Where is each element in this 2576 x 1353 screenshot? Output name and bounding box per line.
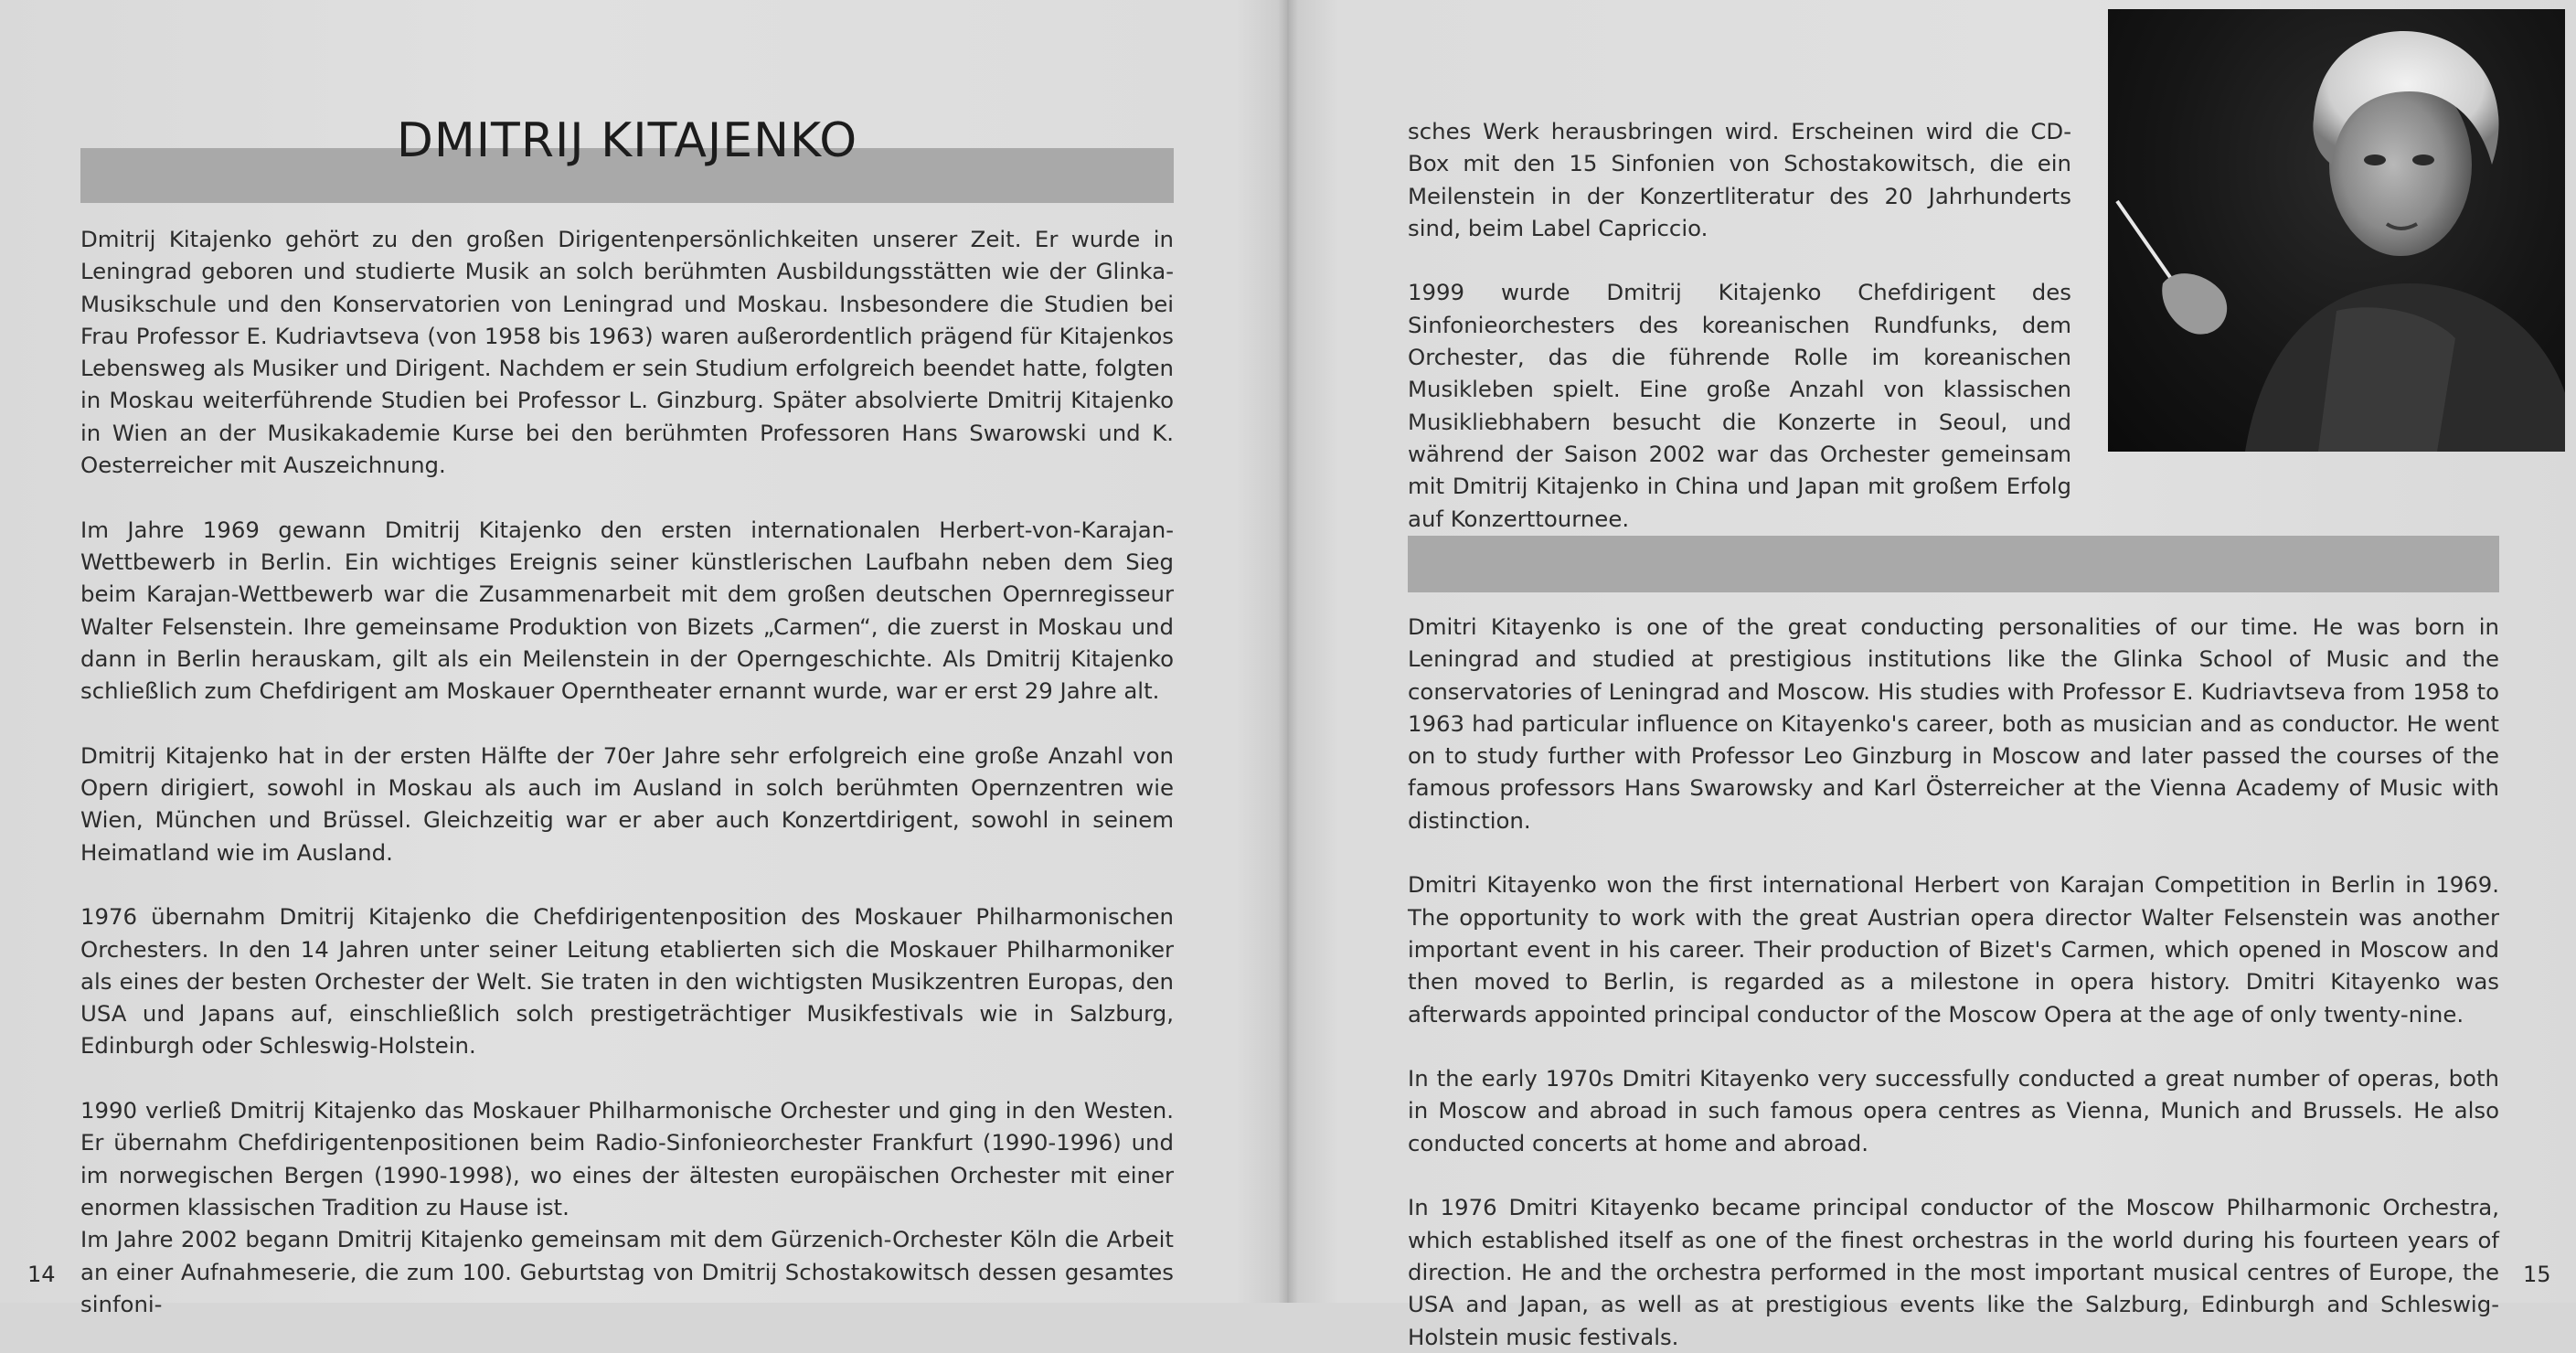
- english-biography: [1408, 611, 2499, 1353]
- conductor-photo: [2108, 9, 2565, 452]
- paragraph: In the early 1970s Dmitri Kitayenko very successfully conducted a great number of operas, both in Moscow and abroad in such famous opera centres as Vienna, Munich and Brussels. He also conducted concerts at home and abroad.: [1408, 1065, 2499, 1156]
- paragraph: 1990 verließ Dmitrij Kitajenko das Moskauer Philharmonische Orchester und ging in den Westen. Er übernahm Chefdirigentenpositionen beim Radio-Sinfonieorchester Frankfurt (1990-1996) und im norwegischen Bergen (1990-1998), wo eines der ältesten europäischen Orchester mit einer enormen klassischen Tradition zu Hause ist.: [80, 1097, 1174, 1220]
- paragraph: sches Werk herausbringen wird. Erscheinen wird die CD-Box mit den 15 Sinfonien von Schostakowitsch, die ein Meilenstein in der Konzertliteratur des 20 Jahrhunderts sind, beim Label Capriccio.: [1408, 118, 2071, 241]
- paragraph: Dmitrij Kitajenko hat in der ersten Hälfte der 70er Jahre sehr erfolgreich eine große Anzahl von Opern dirigiert, sowohl in Moskau als auch im Ausland in solch berühmten Opernzentren wie Wien, München und Brüssel. Gleichzeitig war er aber auch Konzertdirigent, sowohl in seinem Heimatland wie im Ausland.: [80, 741, 1174, 866]
- book-gutter: [1278, 0, 1298, 1303]
- german-biography: [80, 223, 1174, 1320]
- paragraph: Dmitrij Kitajenko gehört zu den großen Dirigentenpersönlichkeiten unserer Zeit. Er wurde in Leningrad geboren und studierte Musik an solch berühmten Ausbildungsstätten wie der Glinka-Musikschule und den Konservatorien von Leningrad und Moskau. Insbesondere die Studien bei Frau Professor E. Kudriavtseva (von 1958 bis 1963) waren außerordentlich prägend für Kitajenkos Lebensweg als Musiker und Dirigent. Nachdem er sein Studium erfolgreich beendet hatte, folgten in Moskau weiterführende Studien bei Professor L. Ginzburg. Später absolvierte Dmitrij Kitajenko in Wien an der Musikakademie Kurse bei den berühmten Professoren Hans Swarowski und K. Oesterreicher mit Auszeichnung.: [80, 226, 1174, 479]
- english-section-bar: [1408, 536, 2499, 592]
- paragraph: Im Jahre 2002 begann Dmitrij Kitajenko gemeinsam mit dem Gürzenich-Orchester Köln die Arbeit an einer Aufnahmeserie, die zum 100. Geburtstag von Dmitrij Schostakowitsch dessen gesamtes sinfoni-: [80, 1226, 1174, 1317]
- paragraph: In 1976 Dmitri Kitayenko became principal conductor of the Moscow Philharmonic Orchestra, which established itself as one of the finest orchestras in the world during his fourteen years of direction. He and the orchestra performed in the most important musical centres of Europe, the USA and Japan, as well as at prestigious events like the Salzburg, Edinburgh and Schleswig-Holstein music festivals.: [1408, 1194, 2499, 1350]
- paragraph: 1999 wurde Dmitrij Kitajenko Chefdirigent des Sinfonieorchesters des koreanischen Rundfunks, dem Orchester, das die führende Rolle im koreanischen Musikleben spielt. Eine große Anzahl von klassischen Musikliebhabern besucht die Konzerte in Seoul, und während der Saison 2002 war das Orchester gemeinsam mit Dmitrij Kitajenko in China und Japan mit großem Erfolg auf Konzerttournee.: [1408, 279, 2071, 532]
- german-biography-continued: [1408, 115, 2071, 535]
- paragraph: 1976 übernahm Dmitrij Kitajenko die Chefdirigentenposition des Moskauer Philharmonischen Orchesters. In den 14 Jahren unter seiner Leitung etablierten sich die Moskauer Philharmoniker als eines der besten Orchester der Welt. Sie traten in den wichtigsten Musikzentren Europas, den USA und Japans auf, einschließlich solch prestigeträchtiger Musikfestivals wie in Salzburg, Edinburgh oder Schleswig-Holstein.: [80, 903, 1174, 1060]
- conductor-portrait-icon: [2108, 9, 2565, 452]
- paragraph: Dmitri Kitayenko is one of the great conducting personalities of our time. He was born in Leningrad and studied at prestigious institutions like the Glinka School of Music and the conservatories of Leningrad and Moscow. His studies with Professor E. Kudriavtseva from 1958 to 1963 had particular influence on Kitayenko's career, both as musician and as conductor. He went on to study further with Professor Leo Ginzburg in Moscow and later passed the courses of the famous professors Hans Swarowsky and Karl Österreicher at the Vienna Academy of Music with distinction.: [1408, 613, 2499, 834]
- page-title: DMITRIJ KITAJENKO: [396, 113, 858, 168]
- page-number-left: 14: [27, 1262, 56, 1287]
- page-number-right: 15: [2523, 1262, 2551, 1287]
- paragraph: Dmitri Kitayenko won the first international Herbert von Karajan Competition in Berlin in 1969. The opportunity to work with the great Austrian opera director Walter Felsenstein was another important event in his career. Their production of Bizet's Carmen, which opened in Moscow and then moved to Berlin, is regarded as a milestone in opera history. Dmitri Kitayenko was afterwards appointed principal conductor of the Moscow Opera at the age of only twenty-nine.: [1408, 871, 2499, 1028]
- paragraph: Im Jahre 1969 gewann Dmitrij Kitajenko den ersten internationalen Herbert-von-Karajan-Wettbewerb in Berlin. Ein wichtiges Ereignis seiner künstlerischen Laufbahn neben dem Sieg beim Karajan-Wettbewerb war die Zusammenarbeit mit dem großen deutschen Opernregisseur Walter Felsenstein. Ihre gemeinsame Produktion von Bizets „Carmen“, die zuerst in Moskau und dann in Berlin herauskam, gilt als ein Meilenstein in der Operngeschichte. Als Dmitrij Kitajenko schließlich zum Chefdirigent am Moskauer Operntheater ernannt wurde, war er erst 29 Jahre alt.: [80, 516, 1174, 705]
